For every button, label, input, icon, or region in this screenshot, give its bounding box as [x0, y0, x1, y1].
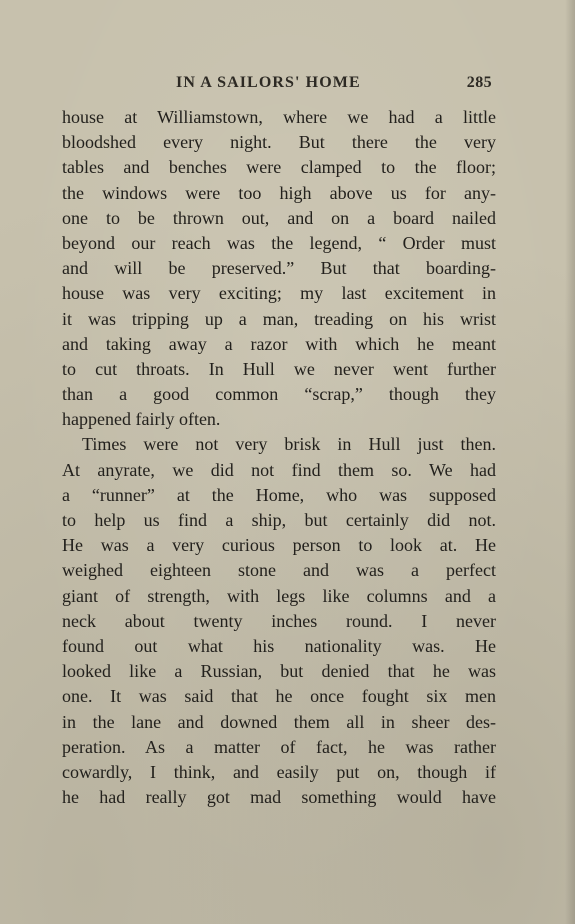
text-line: and will be preserved.” But that boarding- [62, 258, 496, 279]
text-line: one. It was said that he once fought six men [62, 686, 496, 707]
page-number: 285 [466, 74, 492, 91]
text-line: weighed eighteen stone and was a perfect [62, 560, 496, 581]
text-line: in the lane and downed them all in sheer des- [62, 711, 496, 732]
text-line: house at Williamstown, where we had a little [62, 107, 496, 127]
text-line: giant of strength, with legs like columns and a [62, 585, 496, 606]
running-head: IN A SAILORS' HOME [176, 74, 361, 91]
text-line: and taking away a razor with which he meant [62, 333, 496, 354]
text-line: beyond our reach was the legend, “ Order must [62, 232, 496, 253]
text-line: tables and benches were clamped to the floor; [62, 157, 496, 178]
text-line: cowardly, I think, and easily put on, though if [62, 761, 496, 782]
text-line: peration. As a matter of fact, he was rather [62, 736, 496, 757]
text-line: found out what his nationality was. He [62, 635, 496, 656]
text-line: He was a very curious person to look at. He [62, 535, 496, 556]
text-line: looked like a Russian, but denied that he was [62, 661, 496, 682]
text-line: bloodshed every night. But there the very [62, 132, 496, 153]
text-line: a “runner” at the Home, who was supposed [62, 484, 496, 505]
paragraph-first-line: Times were not very brisk in Hull just then. [82, 434, 496, 455]
text-line: he had really got mad something would have [62, 787, 496, 808]
body-text [62, 105, 496, 810]
page-edge-shadow [565, 0, 575, 924]
text-line: one to be thrown out, and on a board nailed [62, 207, 496, 228]
text-line: to cut throats. In Hull we never went further [62, 358, 496, 379]
text-line: house was very exciting; my last excitement in [62, 283, 496, 304]
paragraph-last-line: happened fairly often. [62, 409, 221, 430]
text-line: it was tripping up a man, treading on his wrist [62, 308, 496, 329]
text-line: At anyrate, we did not find them so. We had [62, 459, 496, 480]
text-line: to help us find a ship, but certainly did not. [62, 510, 496, 530]
text-line: than a good common “scrap,” though they [62, 384, 496, 405]
text-line: the windows were too high above us for any- [62, 182, 496, 203]
text-line: neck about twenty inches round. I never [62, 610, 496, 631]
page-header [62, 74, 494, 98]
